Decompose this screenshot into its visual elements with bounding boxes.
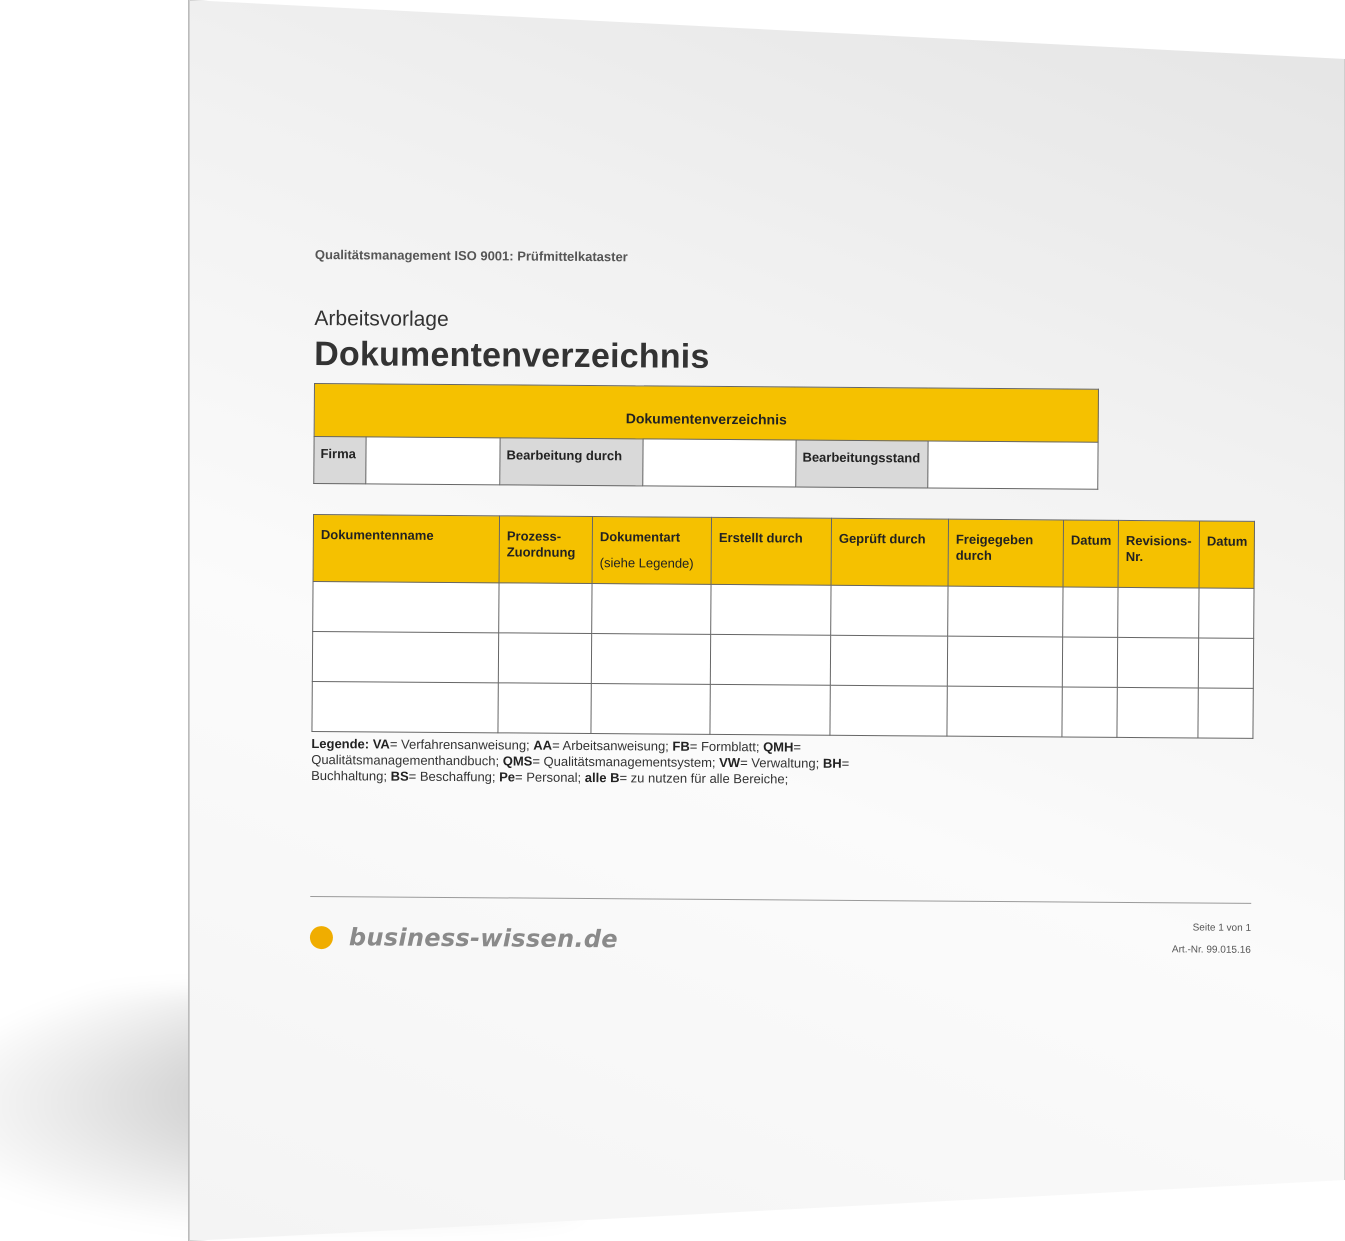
document-subject: Qualitätsmanagement ISO 9001: Prüfmittelkataster — [314, 247, 628, 265]
legend-key: AA — [533, 737, 553, 753]
column-header-label: Erstellt durch — [718, 529, 803, 546]
legend-text: = zu nutzen für alle Bereiche; — [619, 770, 789, 787]
legend-key: QMS — [502, 753, 533, 769]
table-cell[interactable] — [711, 584, 831, 635]
firma-label: Firma — [314, 436, 366, 483]
legend-text: = Verfahrensanweisung; — [389, 736, 534, 753]
info-table-header: Dokumentenverzeichnis — [314, 384, 1098, 443]
table-cell[interactable] — [591, 684, 710, 735]
legend-key: BH — [822, 755, 842, 771]
table-cell[interactable] — [947, 636, 1062, 687]
info-table — [313, 383, 1099, 490]
column-header-sub — [839, 557, 941, 558]
column-header-label: Dokumentart — [599, 529, 681, 545]
legend-text: = Qualitätsmanagementsystem; — [532, 753, 720, 770]
table-cell[interactable] — [498, 683, 591, 734]
table-cell[interactable] — [498, 633, 591, 684]
table-row — [312, 631, 1253, 688]
table-cell[interactable] — [313, 581, 499, 632]
column-header — [499, 516, 592, 584]
legend-text: = Verwaltung; — [740, 755, 823, 771]
document-content — [310, 247, 1260, 974]
firma-field[interactable] — [366, 437, 500, 485]
column-header — [592, 517, 711, 585]
brand-logo — [310, 923, 618, 953]
legend-key: FB — [672, 738, 690, 754]
legend-text: = Arbeitsanweisung; — [552, 737, 673, 754]
table-cell[interactable] — [1198, 688, 1253, 738]
document-title: Dokumentenverzeichnis — [314, 334, 710, 376]
table-header-row — [313, 514, 1254, 588]
legend-key: VW — [719, 754, 741, 771]
column-header-label: Geprüft durch — [838, 530, 926, 547]
legend-text: = Buchhaltung; — [311, 755, 850, 784]
column-header-sub — [719, 556, 824, 557]
document-list-table — [311, 514, 1255, 739]
column-header-label: Datum — [1206, 533, 1248, 549]
page-edge — [188, 0, 189, 1241]
footer-meta — [1172, 917, 1251, 962]
table-cell[interactable] — [831, 585, 948, 636]
column-header-label: Freigegeben durch — [955, 531, 1034, 563]
legend-text: = Formblatt; — [689, 738, 764, 755]
bearbeitung-durch-field[interactable] — [643, 439, 796, 487]
column-header-sub — [321, 553, 492, 554]
column-header-sub — [507, 570, 585, 571]
legend-text: = Beschaffung; — [408, 768, 500, 785]
legend-key: Pe — [499, 769, 516, 785]
table-cell[interactable] — [1062, 637, 1117, 687]
table-cell[interactable] — [1117, 637, 1198, 688]
article-number: Art.-Nr. 99.015.16 — [1171, 944, 1251, 956]
table-cell[interactable] — [1199, 588, 1254, 638]
table-cell[interactable] — [830, 685, 947, 736]
bearbeitung-durch-label: Bearbeitung durch — [500, 438, 643, 486]
footer — [310, 897, 1255, 974]
legend — [311, 736, 911, 788]
table-cell[interactable] — [1118, 587, 1199, 638]
column-header-label: Dokumentenname — [320, 527, 434, 543]
column-header-label: Prozess-Zuordnung — [506, 528, 576, 560]
column-header — [1118, 520, 1199, 588]
legend-key: alle B — [584, 769, 620, 786]
brand-dot-icon — [310, 925, 333, 948]
column-header — [711, 517, 831, 585]
column-header — [1199, 521, 1254, 588]
legend-key: QMH — [763, 739, 794, 755]
table-cell[interactable] — [591, 634, 710, 685]
table-cell[interactable] — [499, 583, 592, 634]
document-label: Arbeitsvorlage — [314, 306, 449, 331]
table-cell[interactable] — [312, 681, 498, 732]
table-cell[interactable] — [1063, 587, 1118, 637]
column-header-sub: (siehe Legende) — [599, 555, 694, 571]
brand-name: business-wissen.de — [348, 923, 619, 954]
column-header — [948, 519, 1063, 587]
legend-text: = Personal; — [515, 769, 585, 785]
table-row — [313, 581, 1254, 638]
column-header — [831, 518, 948, 586]
table-cell[interactable] — [1117, 687, 1198, 738]
column-header-label: Datum — [1070, 532, 1112, 548]
column-header — [313, 514, 499, 582]
table-cell[interactable] — [312, 631, 498, 682]
table-cell[interactable] — [947, 686, 1062, 737]
legend-key: Legende: VA — [311, 735, 390, 752]
table-cell[interactable] — [592, 584, 711, 635]
page-number: Seite 1 von 1 — [1192, 922, 1252, 934]
table-row — [312, 681, 1253, 738]
table-cell[interactable] — [948, 586, 1063, 637]
bearbeitungsstand-label: Bearbeitungsstand — [796, 440, 928, 488]
table-cell[interactable] — [710, 634, 830, 685]
table-cell[interactable] — [1198, 638, 1253, 688]
column-header — [1063, 520, 1118, 587]
table-cell[interactable] — [1062, 687, 1117, 737]
legend-text: = Qualitätsmanagementhandbuch; — [311, 739, 802, 769]
legend-key: BS — [390, 768, 409, 784]
bearbeitungsstand-field[interactable] — [928, 441, 1098, 489]
table-cell[interactable] — [830, 635, 947, 686]
table-cell[interactable] — [710, 684, 830, 735]
column-header-sub — [956, 574, 1056, 575]
column-header-label: Revisions-Nr. — [1125, 532, 1192, 565]
